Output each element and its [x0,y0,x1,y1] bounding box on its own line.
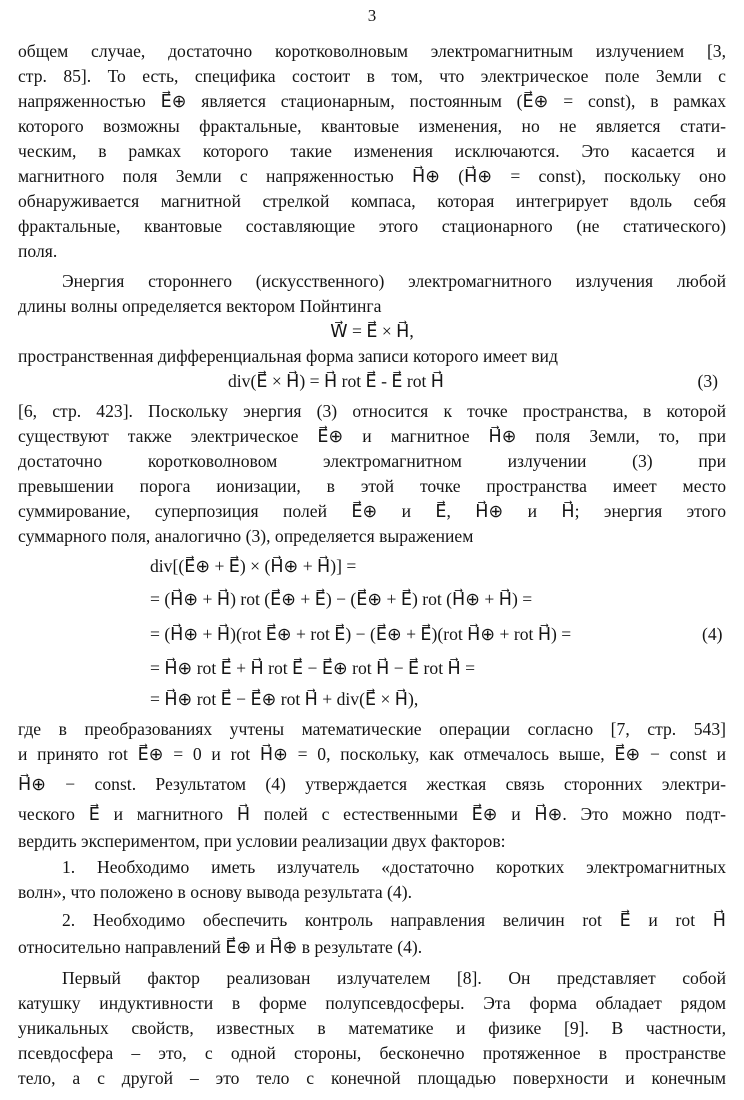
text-line: превышении порога ионизации, в этой точке пространства имеет место [18,476,726,496]
text-line: уникальных свойств, известных в математике и физике [9]. В частности, [18,1018,726,1038]
equation-4-line: = H⃗⊕ rot E⃗ − E⃗⊕ rot H⃗ + div(E⃗ × H⃗), [150,689,419,709]
text-line: вердить экспериментом, при условии реализации двух факторов: [18,831,506,851]
text-line: фрактальные, квантовые составляющие этого стационарного (не статического) [18,216,726,236]
text-line: ческим, в рамках которого такие изменения исключаются. Это касается и [18,141,726,161]
text-line: поля. [18,241,58,261]
text-line: пространственная дифференциальная форма записи которого имеет вид [18,346,558,366]
equation-3-tag: (3) [697,371,718,391]
text-line: длины волны определяется вектором Пойнтинга [18,296,382,316]
list-item: 1. Необходимо иметь излучатель «достаточно коротких электромагнитных [62,857,726,877]
text-line: напряженностью E⃗⊕ является стационарным, постоянным (E⃗⊕ = const), в рамках [18,91,726,111]
text-line: Первый фактор реализован излучателем [8]. Он представляет собой [62,968,726,988]
text-line: стр. 85]. То есть, специфика состоит в том, что электрическое поле Земли с [18,66,726,86]
page-number: 3 [367,6,377,25]
text-line: тело, а с другой – это тело с конечной площадью поверхности и конечным [18,1068,726,1088]
text-line: обнаруживается магнитной стрелкой компаса, которая интегрирует вдоль себя [18,191,726,211]
text-line: существуют также электрическое E⃗⊕ и магнитное H⃗⊕ поля Земли, то, при [18,426,726,446]
equation-4-line: = (H⃗⊕ + H⃗) rot (E⃗⊕ + E⃗) − (E⃗⊕ + E⃗) rot (H⃗⊕ + H⃗) = [150,589,533,609]
list-item: 2. Необходимо обеспечить контроль направления величин rot E⃗ и rot H⃗ [62,910,726,930]
text-line: волн», что положено в основу вывода результата (4). [18,882,412,902]
text-line: и принято rot E⃗⊕ = 0 и rot H⃗⊕ = 0, поскольку, как отмечалось выше, E⃗⊕ − const и [18,744,726,764]
text-line: [6, стр. 423]. Поскольку энергия (3) относится к точке пространства, в которой [18,401,726,421]
text-line: относительно направлений E⃗⊕ и H⃗⊕ в результате (4). [18,937,423,957]
equation-4-line: = H⃗⊕ rot E⃗ + H⃗ rot E⃗ − E⃗⊕ rot H⃗ − E⃗ rot H⃗ = [150,658,476,678]
text-line: где в преобразованиях учтены математические операции согласно [7, стр. 543] [18,719,726,739]
text-line: Энергия стороннего (искусственного) электромагнитного излучения любой [62,271,726,291]
equation-4-line: = (H⃗⊕ + H⃗)(rot E⃗⊕ + rot E⃗) − (E⃗⊕ + E⃗)(rot H⃗⊕ + rot H⃗) = [150,624,572,644]
text-line: катушку индуктивности в форме полупсевдосферы. Эта форма обладает рядом [18,993,726,1013]
equation-3-body: div(E⃗ × H⃗) = H⃗ rot E⃗ - E⃗ rot H⃗ [228,371,445,391]
text-line: общем случае, достаточно коротковолновым электромагнитным излучением [3, [18,41,726,61]
text-line: магнитного поля Земли с напряженностью H⃗⊕ (H⃗⊕ = const), поскольку оно [18,166,726,186]
text-line: ческого E⃗ и магнитного H⃗ полей с естественными E⃗⊕ и H⃗⊕. Это можно подт- [18,804,726,824]
text-line: достаточно коротковолновом электромагнитном излучении (3) при [18,451,726,471]
text-line: суммирование, суперпозиция полей E⃗⊕ и E⃗, H⃗⊕ и H⃗; энергия этого [18,501,726,521]
text-line: суммарного поля, аналогично (3), определяется выражением [18,526,474,546]
equation-4-tag: (4) [702,624,723,644]
equation-poynting: W⃗ = E⃗ × H⃗, [330,321,414,341]
text-line: которого возможны фрактальные, квантовые изменения, но не является стати- [18,116,726,136]
equation-4-line: div[(E⃗⊕ + E⃗) × (H⃗⊕ + H⃗)] = [150,556,357,576]
text-line: H⃗⊕ − const. Результатом (4) утверждается жесткая связь сторонних электри- [18,774,726,794]
text-line: псевдосфера – это, с одной стороны, бесконечно протяженное в пространстве [18,1043,726,1063]
